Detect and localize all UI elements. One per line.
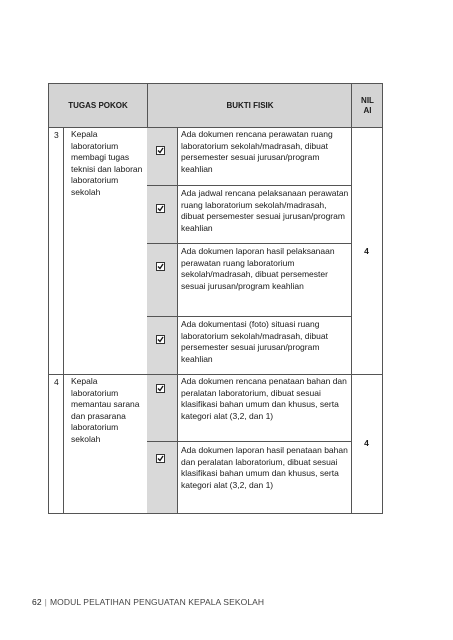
checkbox-cell [147, 244, 177, 316]
evidence-item: Ada dokumen rencana penataan bahan dan peralatan laboratorium, dibuat sesuai klasifikasi bahan umum dan khusus, serta kategori alat (3,2, dan 1) [181, 376, 347, 421]
checkbox-cell [147, 128, 177, 185]
page-footer [32, 597, 264, 607]
checked-checkbox-icon [156, 204, 165, 213]
evidence-item: Ada jadwal rencana pelaksanaan perawatan ruang laboratorium sekolah/madrasah, dibuat persemester sesuai jurusan/program keahlian [181, 188, 349, 233]
checked-checkbox-icon [156, 262, 165, 271]
footer-title: MODUL PELATIHAN PENGUATAN KEPALA SEKOLAH [49, 597, 265, 607]
checkbox-cell [147, 375, 177, 441]
evidence-item: Ada dokumen rencana perawatan ruang laboratorium sekolah/madrasah, dibuat persemester sesuai jurusan/program keahlian [181, 129, 333, 174]
table-header [49, 84, 382, 128]
evidence-item: Ada dokumen laporan hasil pelaksanaan perawatan ruang laboratorium sekolah/madrasah, dibuat persemester sesuai jurusan/program keahlian [181, 246, 335, 291]
task-description: Kepala laboratorium membagi tugas teknisi dan laboran laboratorium sekolah [71, 129, 143, 197]
score-value: 4 [364, 246, 369, 256]
checked-checkbox-icon [156, 335, 165, 344]
score-value: 4 [364, 438, 369, 448]
col-divider-score [351, 127, 352, 513]
col-divider-number [63, 127, 64, 513]
task-divider [49, 374, 382, 375]
task-description: Kepala laboratorium memantau sarana dan prasarana laboratorium sekolah [71, 376, 140, 444]
footer-separator: | [44, 597, 47, 607]
header-score: NIL AI [351, 84, 383, 127]
page-number: 62 [32, 597, 42, 607]
checkbox-cell [147, 186, 177, 243]
assessment-table [48, 83, 383, 514]
evidence-item: Ada dokumentasi (foto) situasi ruang laboratorium sekolah/madrasah, dibuat persemester sesuai jurusan/program keahlian [181, 319, 328, 364]
header-task: TUGAS POKOK [68, 101, 128, 110]
checked-checkbox-icon [156, 454, 165, 463]
checkbox-cell [147, 442, 177, 513]
checked-checkbox-icon [156, 146, 165, 155]
row-divider [147, 441, 351, 442]
header-evidence: BUKTI FISIK [147, 84, 352, 127]
checked-checkbox-icon [156, 384, 165, 393]
row-divider [147, 185, 351, 186]
checkbox-cell [147, 317, 177, 374]
task-number: 4 [54, 377, 59, 387]
row-divider [147, 316, 351, 317]
row-divider [147, 243, 351, 244]
evidence-item: Ada dokumen laporan hasil penataan bahan dan peralatan laboratorium, dibuat sesuai klasifikasi bahan umum dan khusus, serta kategori alat (3,2, dan 1) [181, 445, 348, 490]
task-number: 3 [54, 130, 59, 140]
